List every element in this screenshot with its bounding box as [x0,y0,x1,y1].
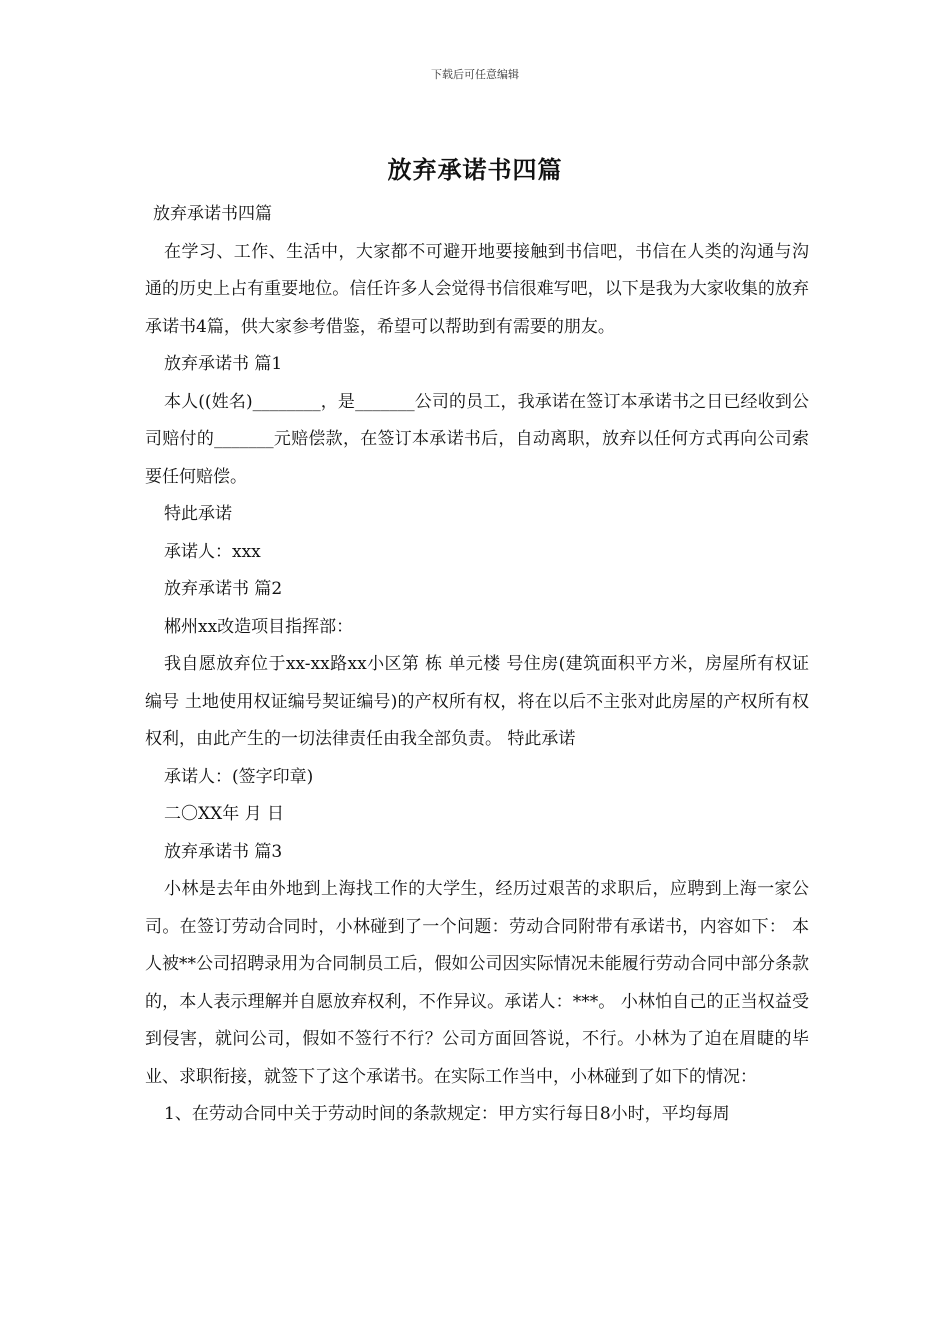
paragraph-signer-1: 承诺人：xxx [164,541,261,562]
paragraph-pledge-1: 本人((姓名)________，是_______公司的员工，我承诺在签订本承诺书之日已经收到公司赔付的_______元赔偿款，在签订本承诺书后，自动离职，放弃以任何方式再向公司索要任何赔偿。 [145,391,809,487]
paragraph-hereby: 特此承诺 [164,504,232,524]
section-heading-2: 放弃承诺书 篇2 [164,579,283,599]
intro-paragraph: 在学习、工作、生活中，大家都不可避开地要接触到书信吧，书信在人类的沟通与沟通的历史上占有重要地位。信任许多人会觉得书信很难写吧，以下是我为大家收集的放弃承诺书4篇，供大家参考借鉴，希望可以帮助到有需要的朋友。 [145,241,809,337]
subtitle-line: 放弃承诺书四篇 [153,204,272,224]
paragraph-addressee: 郴州xx改造项目指挥部： [164,616,354,637]
paragraph-pledge-2: 我自愿放弃位于xx-xx路xx小区第 栋 单元楼 号住房(建筑面积平方米，房屋所有权证编号 土地使用权证编号契证编号)的产权所有权，将在以后不主张对此房屋的产权所有权权利，由此产生的一切法律责任由我全部负责。 特此承诺 [145,654,809,749]
paragraph-case-story: 小林是去年由外地到上海找工作的大学生，经历过艰苦的求职后，应聘到上海一家公司。在签订劳动合同时，小林碰到了一个问题：劳动合同附带有承诺书，内容如下： 本人被**公司招聘录用为合同制员工后，假如公司因实际情况未能履行劳动合同中部分条款的，本人表示理解并自愿放弃权利，不作异议。承诺人：***。 小林怕自己的正当权益受到侵害，就问公司，假如不签行不行？公司方面回答说，不行。小林为了迫在眉睫的毕业、求职衔接，就签下了这个承诺书。在实际工作当中，小林碰到了如下的情况： [145,879,809,1087]
section-heading-1: 放弃承诺书 篇1 [164,354,283,374]
paragraph-list-item-1: 1、在劳动合同中关于劳动时间的条款规定：甲方实行每日8小时，平均每周 [164,1104,730,1124]
section-heading-3: 放弃承诺书 篇3 [164,841,283,862]
paragraph-date: 二〇XX年 月 日 [164,804,285,824]
document-body [145,196,809,1134]
header-note: 下载后可任意编辑 [431,68,519,81]
document-title: 放弃承诺书四篇 [387,155,563,184]
paragraph-signer-2: 承诺人：(签字印章) [164,766,314,787]
